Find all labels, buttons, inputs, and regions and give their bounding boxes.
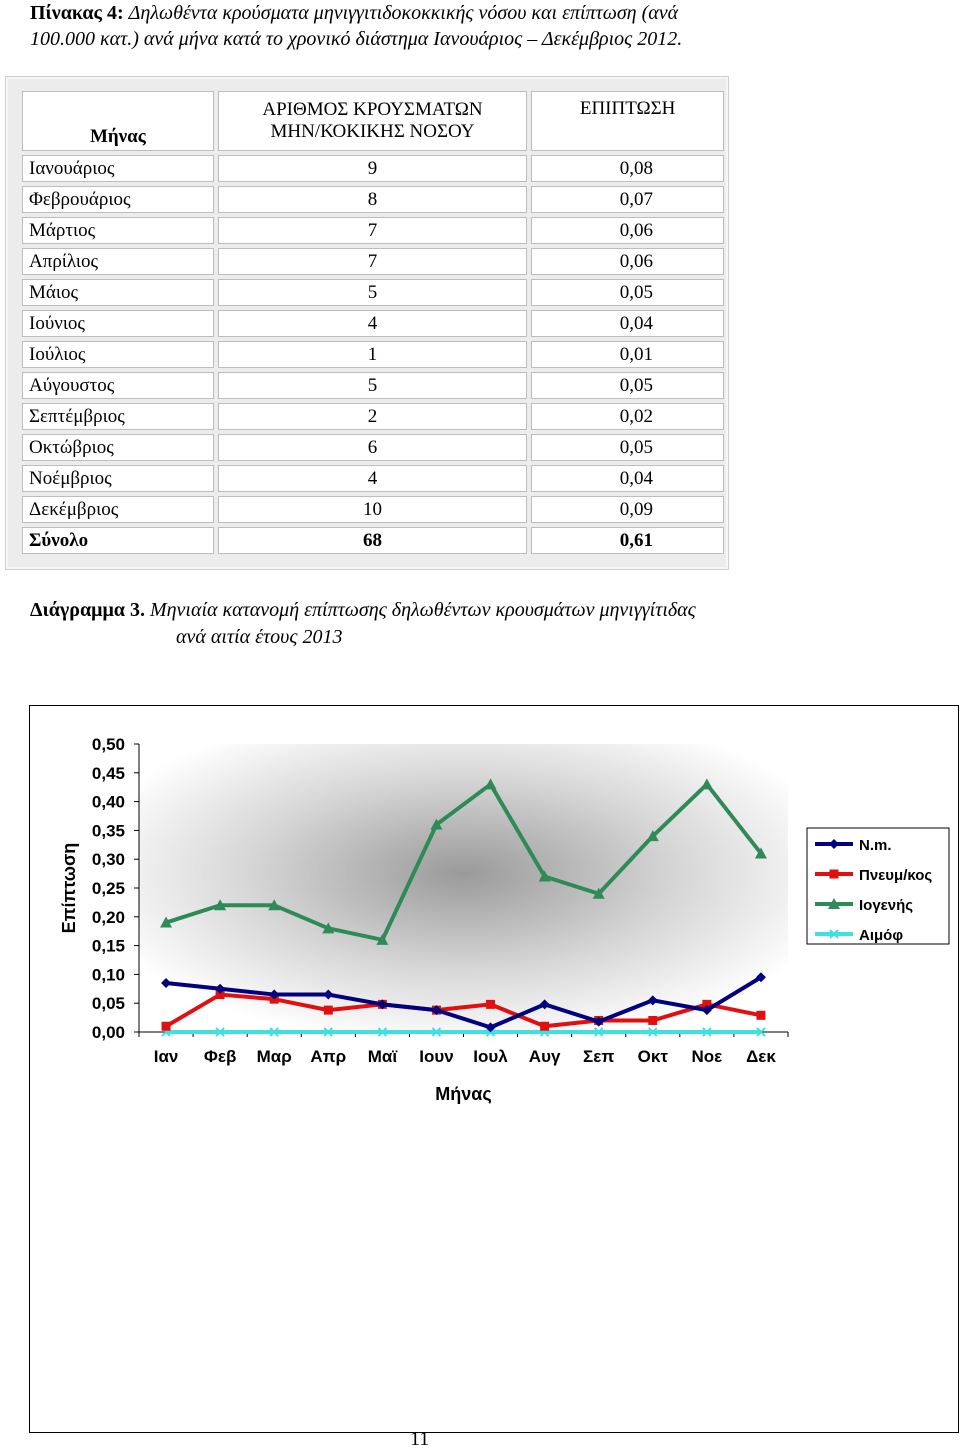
x-axis-label: Μήνας <box>435 1084 492 1104</box>
cell-month: Σεπτέμβριος <box>22 403 214 430</box>
data-point <box>324 1006 333 1015</box>
data-point <box>540 1022 549 1031</box>
table-row <box>22 155 724 182</box>
cell-incidence: 0,08 <box>531 155 724 182</box>
chart-container <box>29 705 959 1433</box>
table-row <box>22 279 724 306</box>
y-tick-label: 0,45 <box>91 763 125 783</box>
table-row <box>22 465 724 492</box>
table-caption-text-line1: Δηλωθέντα κρούσματα μηνιγγιτιδοκοκκικής νόσου και επίπτωση (ανά <box>128 2 679 24</box>
header-cases <box>218 91 527 151</box>
data-point <box>756 1011 765 1020</box>
y-tick-label: 0,20 <box>91 907 125 927</box>
cell-incidence: 0,05 <box>531 372 724 399</box>
cell-month: Απρίλιος <box>22 248 214 275</box>
table-row <box>22 186 724 213</box>
y-tick-label: 0,40 <box>91 792 125 812</box>
data-point <box>486 1000 495 1009</box>
cell-incidence: 0,04 <box>531 465 724 492</box>
cell-cases: 8 <box>218 186 527 213</box>
cell-month: Δεκέμβριος <box>22 496 214 523</box>
cell-incidence: 0,01 <box>531 341 724 368</box>
table-caption-label: Πίνακας 4: <box>30 2 124 24</box>
y-tick-label: 0,15 <box>91 936 125 956</box>
y-tick-label: 0,35 <box>91 821 125 841</box>
table-row <box>22 248 724 275</box>
chart-caption-text-line2: ανά αιτία έτους 2013 <box>176 626 343 648</box>
x-tick-label: Νοε <box>691 1047 723 1066</box>
cell-cases: 7 <box>218 248 527 275</box>
data-point <box>648 1016 657 1025</box>
cell-incidence: 0,61 <box>531 527 724 554</box>
x-tick-label: Ιουν <box>419 1047 454 1066</box>
x-tick-label: Μαϊ <box>367 1047 398 1066</box>
cell-incidence: 0,06 <box>531 217 724 244</box>
header-incidence: ΕΠΙΠΤΩΣΗ <box>531 91 724 151</box>
header-cases-line2: ΜΗΝ/ΚΟΚΙΚΗΣ ΝΟΣΟΥ <box>270 121 475 142</box>
line-chart <box>30 706 958 1432</box>
cell-month: Νοέμβριος <box>22 465 214 492</box>
header-cases-line1: ΑΡΙΘΜΟΣ ΚΡΟΥΣΜΑΤΩΝ <box>262 99 483 120</box>
cell-cases: 68 <box>218 527 527 554</box>
cell-cases: 4 <box>218 310 527 337</box>
cell-month: Ιούνιος <box>22 310 214 337</box>
cell-cases: 4 <box>218 465 527 492</box>
cell-month: Σύνολο <box>22 527 214 554</box>
chart-caption-text-line1: Μηνιαία κατανομή επίπτωσης δηλωθέντων κρουσμάτων μηνιγγίτιδας <box>149 599 696 621</box>
x-tick-label: Μαρ <box>256 1047 292 1066</box>
y-tick-label: 0,30 <box>91 850 125 870</box>
legend-label: N.m. <box>859 837 892 854</box>
y-tick-label: 0,00 <box>91 1023 125 1042</box>
cell-incidence: 0,02 <box>531 403 724 430</box>
y-tick-label: 0,50 <box>91 735 125 754</box>
y-tick-label: 0,05 <box>91 994 125 1014</box>
y-tick-label: 0,25 <box>91 879 125 898</box>
incidence-table <box>18 87 728 558</box>
y-tick-label: 0,10 <box>91 965 125 985</box>
cell-month: Ιούλιος <box>22 341 214 368</box>
cell-incidence: 0,09 <box>531 496 724 523</box>
x-tick-label: Ιαν <box>153 1047 179 1066</box>
cell-incidence: 0,06 <box>531 248 724 275</box>
cell-month: Οκτώβριος <box>22 434 214 461</box>
table-row <box>22 496 724 523</box>
legend-label: Πνευμ/κος <box>859 867 933 884</box>
cell-month: Μάρτιος <box>22 217 214 244</box>
x-tick-label: Σεπ <box>583 1047 615 1066</box>
table-total-row <box>22 527 724 554</box>
x-tick-label: Ιουλ <box>473 1047 508 1066</box>
cell-month: Μάιος <box>22 279 214 306</box>
table-row <box>22 403 724 430</box>
table-row <box>22 341 724 368</box>
table-caption <box>30 0 930 52</box>
table-row <box>22 310 724 337</box>
table-row <box>22 217 724 244</box>
legend-swatch-marker <box>830 870 839 879</box>
x-tick-label: Οκτ <box>637 1047 668 1066</box>
chart-caption <box>30 597 930 651</box>
cell-cases: 6 <box>218 434 527 461</box>
x-tick-label: Απρ <box>310 1047 347 1066</box>
legend-label: Ιογενής <box>859 897 914 914</box>
table-header-row <box>22 91 724 151</box>
chart-caption-label: Διάγραμμα 3. <box>30 599 145 621</box>
x-tick-label: Αυγ <box>528 1047 561 1066</box>
cell-incidence: 0,04 <box>531 310 724 337</box>
y-axis-label: Επίπτωση <box>59 842 79 934</box>
data-point <box>162 1022 171 1031</box>
cell-cases: 5 <box>218 279 527 306</box>
table-row <box>22 372 724 399</box>
legend-label: Αιμόφ <box>859 927 904 944</box>
cell-month: Φεβρουάριος <box>22 186 214 213</box>
table-row <box>22 434 724 461</box>
cell-incidence: 0,07 <box>531 186 724 213</box>
cell-cases: 2 <box>218 403 527 430</box>
cell-cases: 1 <box>218 341 527 368</box>
cell-incidence: 0,05 <box>531 434 724 461</box>
cell-cases: 5 <box>218 372 527 399</box>
cell-cases: 9 <box>218 155 527 182</box>
cell-cases: 10 <box>218 496 527 523</box>
cell-month: Αύγουστος <box>22 372 214 399</box>
table-frame <box>5 76 729 570</box>
cell-incidence: 0,05 <box>531 279 724 306</box>
header-month: Μήνας <box>22 91 214 151</box>
x-tick-label: Δεκ <box>746 1047 776 1066</box>
cell-month: Ιανουάριος <box>22 155 214 182</box>
table-caption-text-line2: 100.000 κατ.) ανά μήνα κατά το χρονικό διάστημα Ιανουάριος – Δεκέμβριος 2012. <box>30 28 683 50</box>
page-number: 11 <box>410 1428 430 1450</box>
cell-cases: 7 <box>218 217 527 244</box>
x-tick-label: Φεβ <box>203 1047 237 1066</box>
